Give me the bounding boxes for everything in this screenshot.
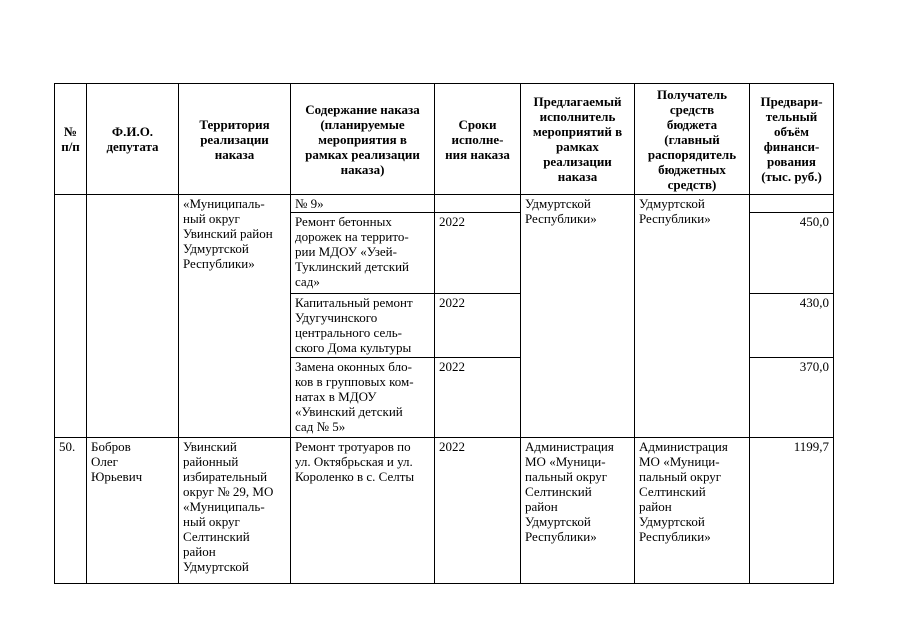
cell-term: 2022 <box>435 213 521 294</box>
text-line: рамках реализации <box>305 146 420 162</box>
text-line: натах в МДОУ <box>295 389 377 404</box>
text-line: средств <box>669 101 715 117</box>
text-line: район <box>525 499 558 514</box>
cell-term: 2022 <box>435 294 521 358</box>
text-line: район <box>639 499 672 514</box>
text-line: пальный округ <box>525 469 608 484</box>
cell-budget-recipient <box>635 195 750 438</box>
text-line: Ремонт бетонных <box>295 214 392 229</box>
table-row <box>55 438 834 584</box>
text-line: Содержание наказа <box>305 101 420 117</box>
text-line: Ф.И.О. <box>111 124 154 139</box>
header-terms <box>435 84 521 195</box>
text-line: МО «Муници- <box>525 454 606 469</box>
text-line: Селтинский <box>183 529 250 544</box>
cell-financing <box>750 195 834 213</box>
text-line: объём <box>774 124 809 139</box>
header-territory <box>179 84 291 195</box>
text-line: Республики» <box>183 256 255 271</box>
text-line: Ремонт тротуаров по <box>295 439 411 454</box>
cell-territory <box>179 438 291 584</box>
text-line: Короленко в с. Селты <box>295 469 415 484</box>
text-line: бюджетных <box>658 161 726 177</box>
text-line: Бобров <box>91 439 131 454</box>
text-line: рии МДОУ «Узей- <box>295 244 397 259</box>
text-line: МО «Муници- <box>639 454 720 469</box>
text-line: Республики» <box>639 211 711 226</box>
text-line: «Увинский детский <box>295 404 403 419</box>
header-deputy-name <box>87 84 179 195</box>
text-line: «Муниципаль- <box>183 196 265 211</box>
text-line: (планируемые <box>320 116 405 132</box>
header-number <box>55 84 87 195</box>
text-line: (тыс. руб.) <box>761 169 822 184</box>
text-line: Туклинский детский <box>295 259 409 274</box>
header-order-content <box>291 84 435 195</box>
header-executor <box>521 84 635 195</box>
table-row <box>55 195 834 213</box>
text-line: «Муниципаль- <box>183 499 265 514</box>
text-line: Удмуртской <box>183 559 249 574</box>
cell-budget-recipient <box>635 438 750 584</box>
text-line: Получатель <box>656 86 728 102</box>
text-line: ского Дома культуры <box>295 340 412 355</box>
text-line: пальный округ <box>639 469 722 484</box>
cell-financing: 370,0 <box>750 358 834 438</box>
text-line: Юрьевич <box>91 469 143 484</box>
text-line: Удмуртской <box>525 514 591 529</box>
text-line: ков в групповых ком- <box>295 374 414 389</box>
text-line: п/п <box>61 139 80 154</box>
text-line: округ № 29, МО <box>183 484 274 499</box>
text-line: Селтинский <box>639 484 706 499</box>
cell-financing: 1199,7 <box>750 438 834 584</box>
text-line: распорядитель <box>647 146 737 162</box>
cell-content <box>291 213 435 294</box>
cell-term: 2022 <box>435 438 521 584</box>
text-line: Территория <box>199 116 270 132</box>
cell-executor <box>521 195 635 438</box>
text-line: наказа <box>557 169 598 184</box>
text-line: Олег <box>91 454 118 469</box>
text-line: № <box>63 124 78 139</box>
text-line: рования <box>767 154 816 169</box>
cell-content <box>291 294 435 358</box>
table-header-row <box>55 84 834 195</box>
text-line: реализации <box>200 131 269 147</box>
cell-number <box>55 195 87 438</box>
cell-deputy-name <box>87 438 179 584</box>
cell-territory <box>179 195 291 438</box>
cell-term: 2022 <box>435 358 521 438</box>
text-line: Республики» <box>639 529 711 544</box>
text-line: Удмуртской <box>525 196 591 211</box>
text-line: тельный <box>765 109 818 124</box>
cell-financing: 450,0 <box>750 213 834 294</box>
text-line: Удмуртской <box>639 514 705 529</box>
text-line: районный <box>183 454 239 469</box>
cell-executor <box>521 438 635 584</box>
text-line: ный округ <box>183 514 240 529</box>
text-line: ния наказа <box>445 146 510 162</box>
text-line: реализации <box>543 154 612 169</box>
text-line: мероприятий в <box>532 124 623 139</box>
text-line: дорожек на террито- <box>295 229 409 244</box>
text-line: ный округ <box>183 211 240 226</box>
deputy-orders-table <box>54 83 834 584</box>
text-line: Капитальный ремонт <box>295 295 413 310</box>
text-line: Сроки <box>458 116 497 132</box>
text-line: Увинский <box>183 439 237 454</box>
text-line: район <box>183 544 216 559</box>
text-line: Удмуртской <box>639 196 705 211</box>
text-line: Республики» <box>525 211 597 226</box>
text-line: сад № 5» <box>295 419 346 434</box>
cell-number: 50. <box>55 438 87 584</box>
cell-content <box>291 358 435 438</box>
text-line: мероприятия в <box>318 131 407 147</box>
header-financing <box>750 84 834 195</box>
text-line: средств) <box>667 176 717 192</box>
text-line: исполнитель <box>539 109 616 124</box>
text-line: Селтинский <box>525 484 592 499</box>
text-line: Предвари- <box>760 94 823 109</box>
text-line: сад» <box>295 274 320 289</box>
text-line: Удмуртской <box>183 241 249 256</box>
text-line: Администрация <box>639 439 728 454</box>
text-line: бюджета <box>666 116 718 132</box>
text-line: депутата <box>106 139 159 154</box>
text-line: исполне- <box>451 131 504 147</box>
cell-term <box>435 195 521 213</box>
text-line: наказа <box>214 146 255 162</box>
cell-financing: 430,0 <box>750 294 834 358</box>
text-line: Администрация <box>525 439 614 454</box>
text-line: Предлагаемый <box>533 94 622 109</box>
text-line: наказа) <box>340 161 385 177</box>
text-line: Замена оконных бло- <box>295 359 412 374</box>
cell-content-tail: № 9» <box>291 195 435 213</box>
text-line: Республики» <box>525 529 597 544</box>
cell-content <box>291 438 435 584</box>
header-budget-recipient <box>635 84 750 195</box>
text-line: рамках <box>556 139 599 154</box>
text-line: ул. Октябрьская и ул. <box>295 454 413 469</box>
cell-deputy-name <box>87 195 179 438</box>
text-line: избирательный <box>183 469 268 484</box>
text-line: Удугучинского <box>295 310 378 325</box>
text-line: финанси- <box>763 139 820 154</box>
text-line: (главный <box>664 131 720 147</box>
text-line: Увинский район <box>183 226 273 241</box>
text-line: центрального сель- <box>295 325 402 340</box>
